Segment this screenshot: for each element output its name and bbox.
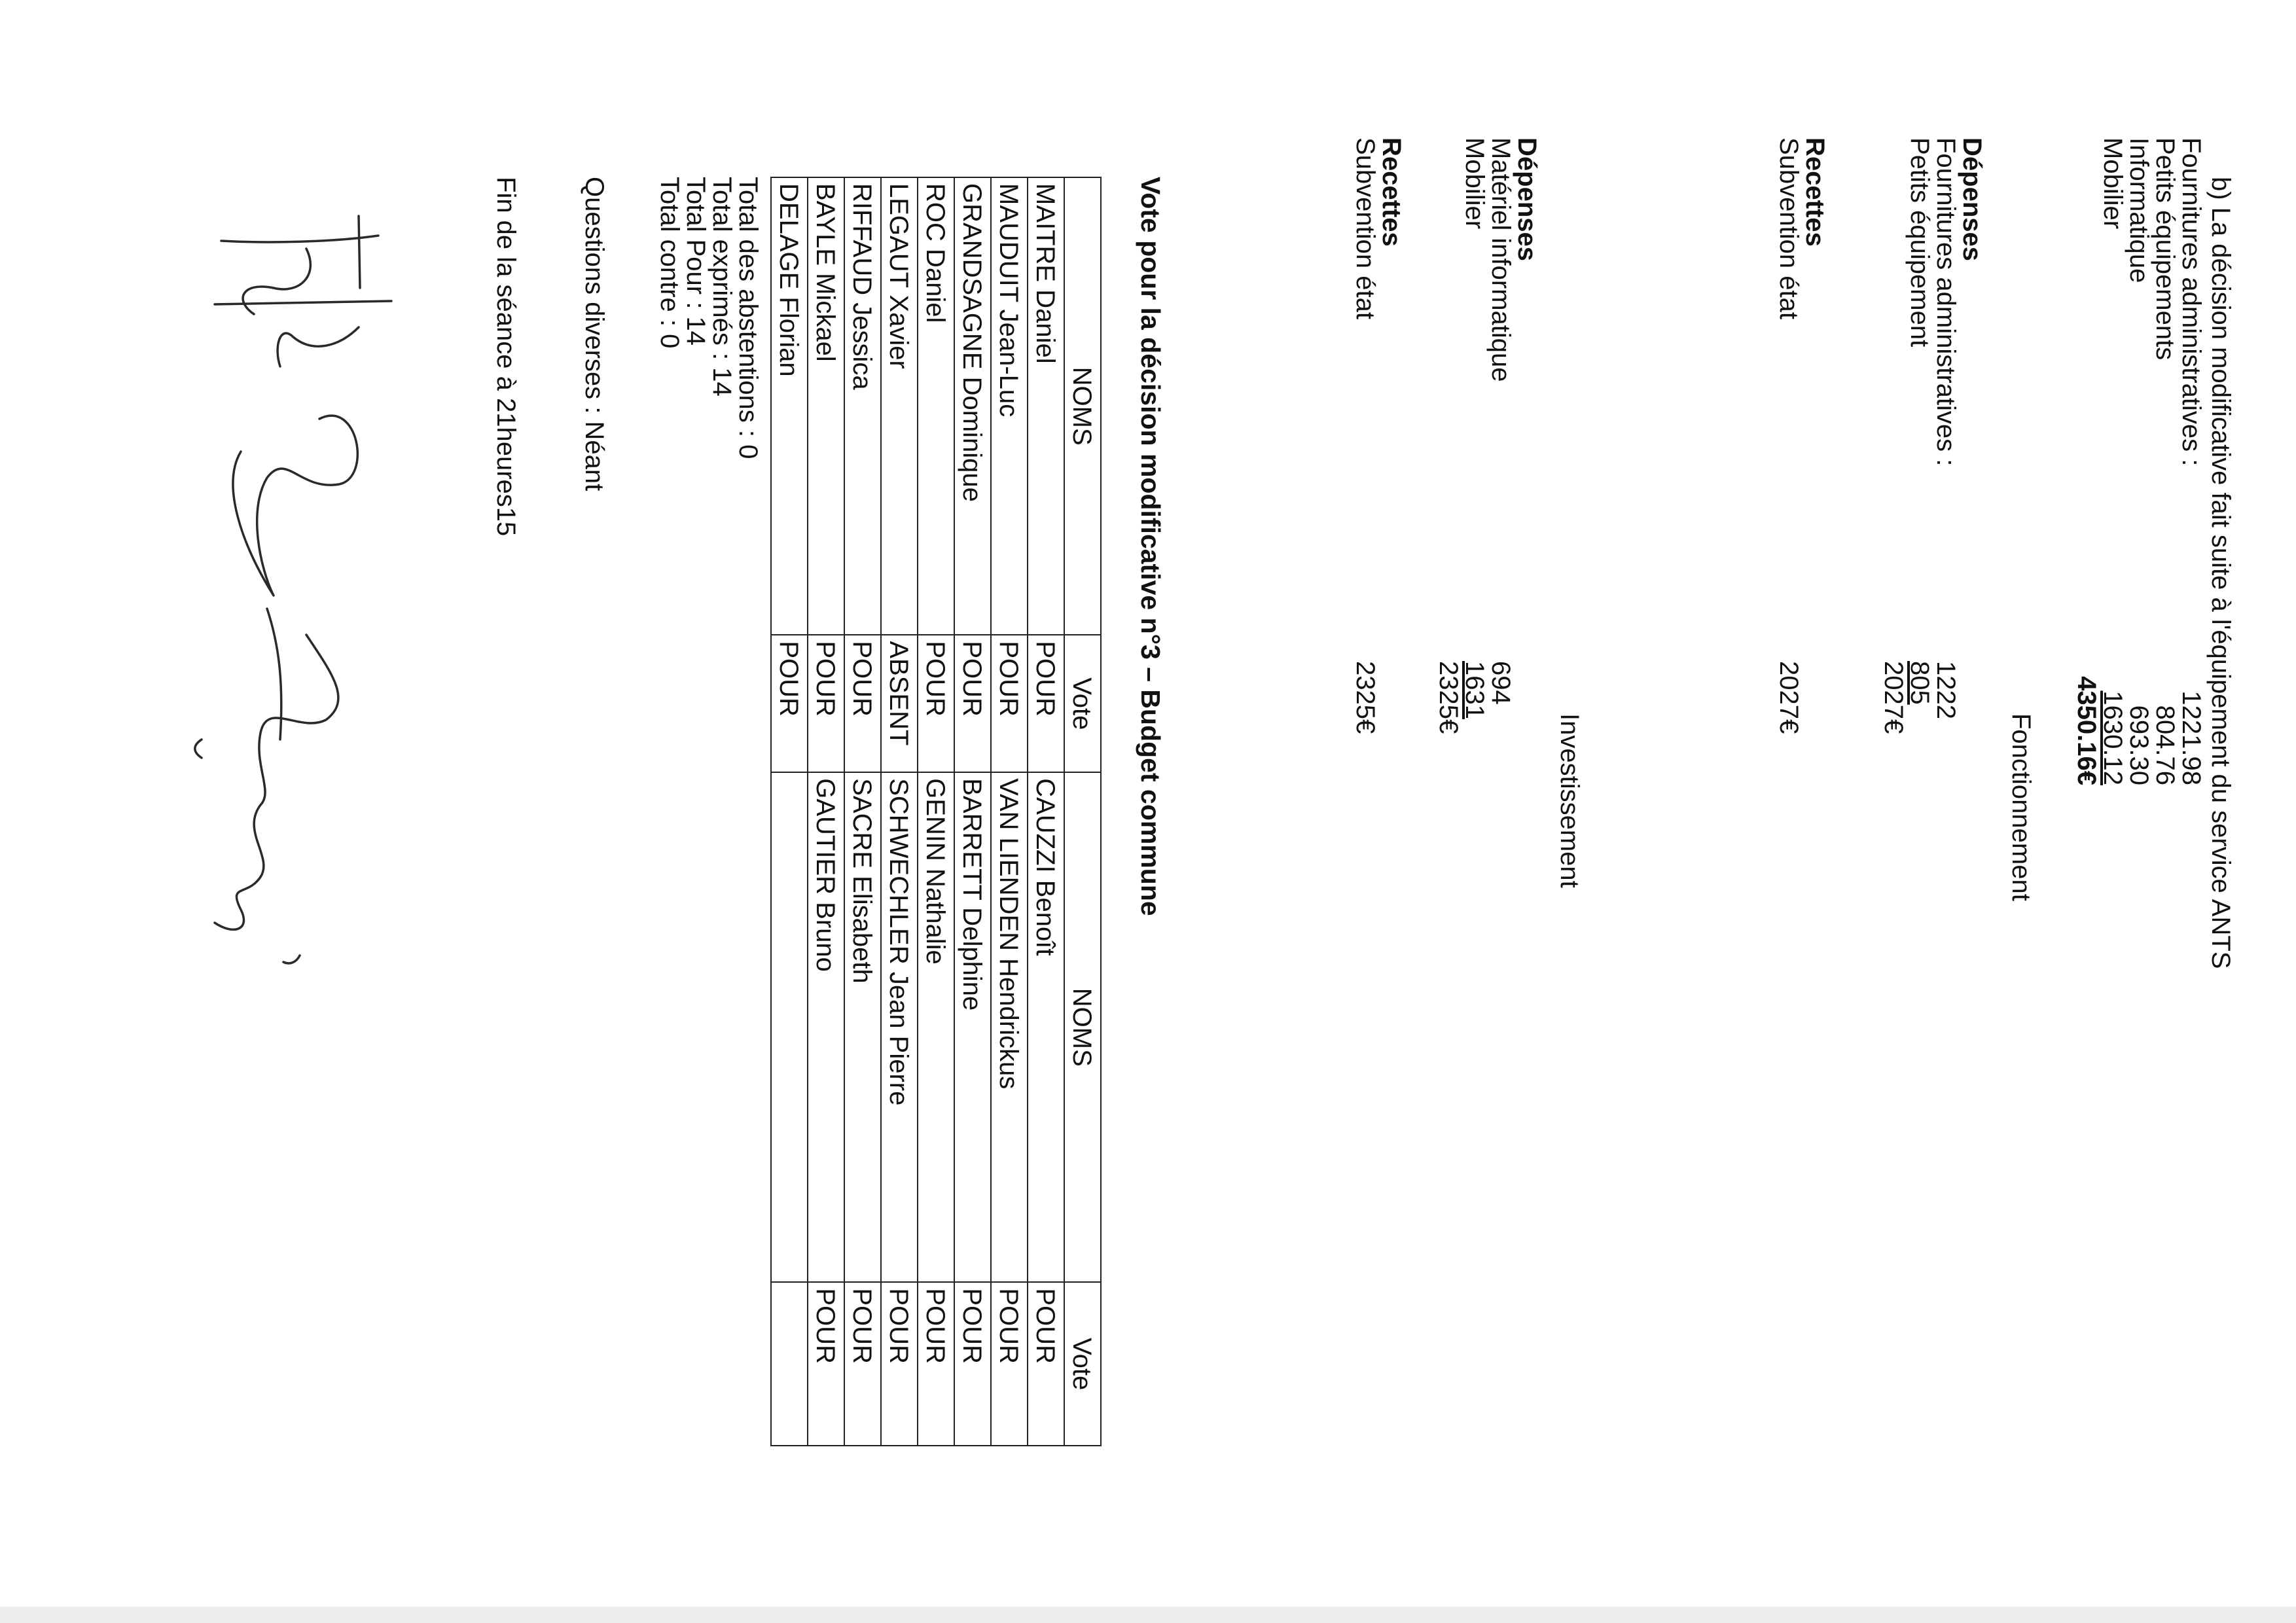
vote-cell: POUR — [808, 635, 844, 772]
vote-cell: POUR — [881, 1282, 918, 1446]
total-abstentions: Total des abstentions : 0 — [734, 177, 762, 459]
table-row — [1028, 177, 1064, 1446]
table-header-row — [1064, 177, 1101, 1446]
vote-cell: POUR — [1028, 1282, 1064, 1446]
name-cell: MAUDUIT Jean-Luc — [991, 177, 1028, 635]
vote-cell: POUR — [954, 635, 991, 772]
item-label: Petits équipements — [2151, 137, 2179, 361]
recettes-heading: Recettes — [1377, 137, 1406, 247]
table-row — [881, 177, 918, 1446]
expense-label: Petits équipement — [1905, 137, 1934, 348]
vote-cell: POUR — [771, 635, 808, 772]
expenses-total: 2027€ — [1879, 661, 1908, 734]
vote-cell: POUR — [991, 635, 1028, 772]
vote-cell: POUR — [954, 1282, 991, 1446]
column-header: Vote — [1064, 635, 1101, 772]
total-contre: Total contre : 0 — [655, 177, 684, 349]
handwritten-signature — [123, 203, 437, 988]
item-label: Informatique — [2125, 137, 2153, 283]
expense-amount: 1222 — [1931, 661, 1960, 719]
item-label: Mobilier — [2098, 137, 2127, 230]
table-row — [954, 177, 991, 1446]
fonctionnement-heading: Fonctionnement — [2007, 713, 2036, 901]
revenue-amount: 2027€ — [1774, 661, 1803, 734]
name-cell: GAUTIER Bruno — [808, 772, 844, 1282]
vote-cell: ABSENT — [881, 635, 918, 772]
investissement-heading: Investissement — [1555, 713, 1584, 888]
name-cell: MAITRE Daniel — [1028, 177, 1064, 635]
item-amount: 693.30 — [2125, 705, 2153, 785]
column-header: NOMS — [1064, 772, 1101, 1282]
section-b-total: 4350.16€ — [2072, 676, 2101, 785]
revenue-label: Subvention état — [1351, 137, 1380, 319]
item-amount: 1630.12 — [2098, 690, 2127, 785]
total-exprimes: Total exprimés : 14 — [708, 177, 736, 397]
vote-title: Vote pour la décision modificative n°3 – Budget commune — [1136, 177, 1166, 916]
name-cell: GENIN Nathalie — [918, 772, 954, 1282]
expense-label: Fournitures administratives : — [1931, 137, 1960, 467]
name-cell: BARRETT Delphine — [954, 772, 991, 1282]
questions-diverses: Questions diverses : Néant — [580, 177, 609, 491]
name-cell: VAN LIENDEN Hendrickus — [991, 772, 1028, 1282]
expense-amount: 805 — [1905, 661, 1934, 705]
table-row — [991, 177, 1028, 1446]
expense-label: Mobilier — [1460, 137, 1489, 230]
table-row — [771, 177, 808, 1446]
item-amount: 804.76 — [2151, 705, 2179, 785]
expense-label: Matériel informatique — [1486, 137, 1515, 382]
vote-cell: POUR — [808, 1282, 844, 1446]
name-cell: SCHWECHLER Jean Pierre — [881, 772, 918, 1282]
name-cell: SACRE Elisabeth — [844, 772, 881, 1282]
table-row — [918, 177, 954, 1446]
table-row — [808, 177, 844, 1446]
vote-cell — [771, 1282, 808, 1446]
item-amount: 1221.98 — [2177, 690, 2206, 785]
name-cell: DELAGE Florian — [771, 177, 808, 635]
section-b-intro: b) La décision modificative fait suite à l'équipement du service ANTS — [2206, 177, 2235, 969]
name-cell: GRANDSAGNE Dominique — [954, 177, 991, 635]
expenses-total: 2325€ — [1434, 661, 1463, 734]
depenses-heading: Dépenses — [1958, 137, 1986, 261]
expense-amount: 694 — [1486, 661, 1515, 705]
name-cell: BAYLE Mickael — [808, 177, 844, 635]
name-cell: ROC Daniel — [918, 177, 954, 635]
column-header: NOMS — [1064, 177, 1101, 635]
vote-cell: POUR — [918, 1282, 954, 1446]
revenue-amount: 2325€ — [1351, 661, 1380, 734]
depenses-heading: Dépenses — [1513, 137, 1541, 261]
end-of-session: Fin de la séance à 21heures15 — [492, 177, 520, 537]
vote-cell: POUR — [991, 1282, 1028, 1446]
vote-cell: POUR — [844, 1282, 881, 1446]
recettes-heading: Recettes — [1801, 137, 1829, 247]
table-row — [844, 177, 881, 1446]
name-cell: RIFFAUD Jessica — [844, 177, 881, 635]
vote-cell: POUR — [1028, 635, 1064, 772]
column-header: Vote — [1064, 1282, 1101, 1446]
name-cell: CAUZZI Benoît — [1028, 772, 1064, 1282]
name-cell: LEGAUT Xavier — [881, 177, 918, 635]
total-pour: Total Pour : 14 — [681, 177, 710, 346]
vote-table — [770, 177, 1102, 1446]
expense-amount: 1631 — [1460, 661, 1489, 719]
vote-cell: POUR — [844, 635, 881, 772]
revenue-label: Subvention état — [1774, 137, 1803, 319]
vote-cell: POUR — [918, 635, 954, 772]
name-cell — [771, 772, 808, 1282]
item-label: Fournitures administratives : — [2177, 137, 2206, 467]
